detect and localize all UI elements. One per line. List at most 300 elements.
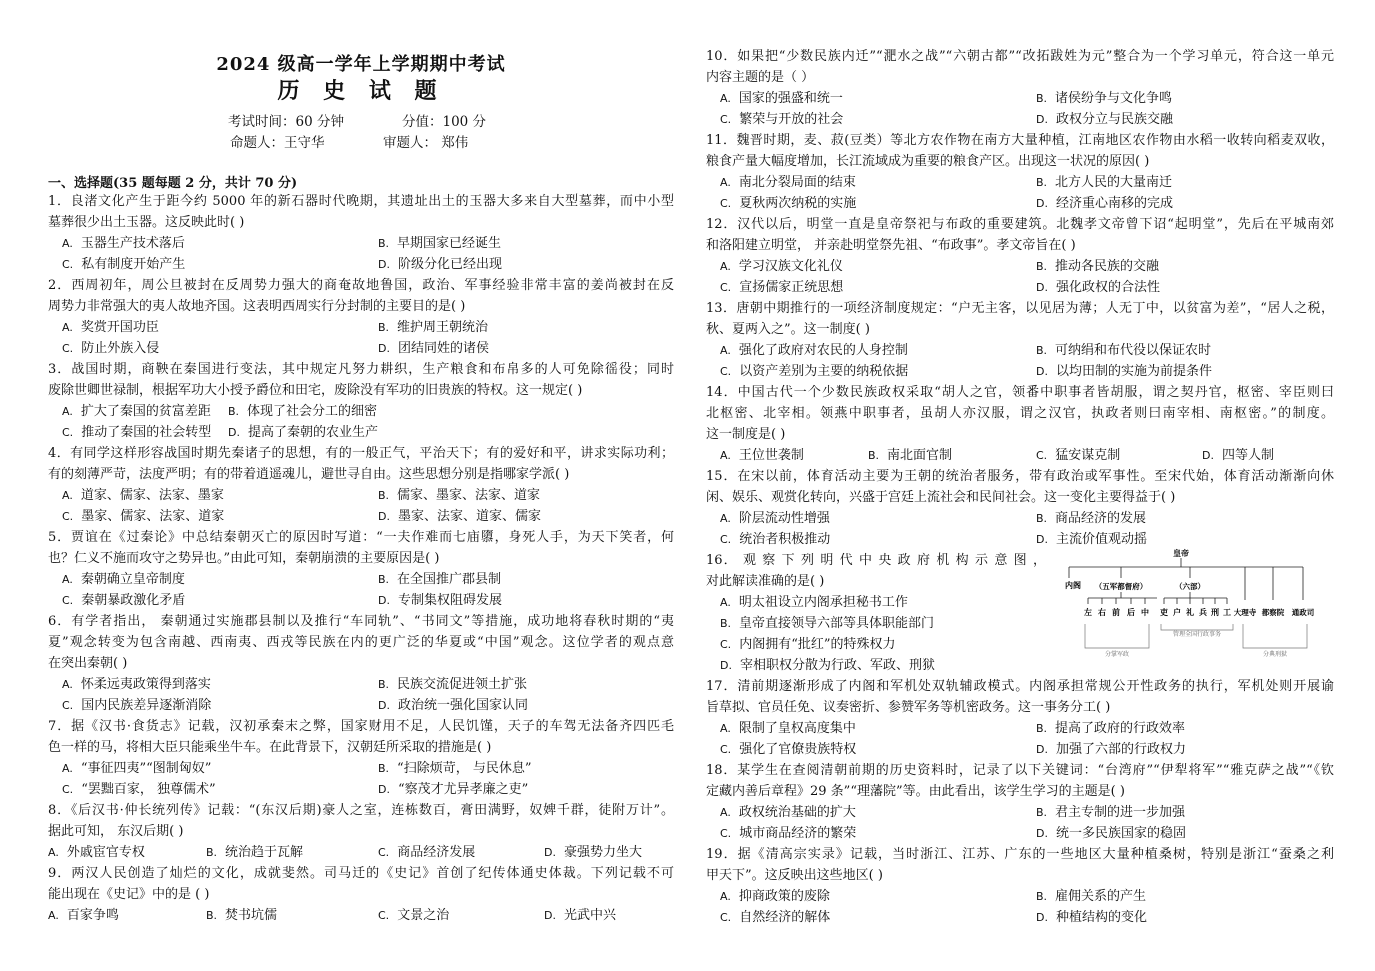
option-letter: B. xyxy=(1036,176,1048,189)
option-letter: A. xyxy=(720,890,731,903)
section-heading: 一、选择题(35 题每题 2 分，共计 70 分) xyxy=(48,176,298,191)
question-stem-line: 6．有学者指出， 秦朝通过实施郡县制以及推行“车同轨”、“书同文”等措施，成功地将春秋时期的“夷 xyxy=(48,614,674,629)
answer-option[interactable] xyxy=(720,655,935,676)
option-text: 在全国推广郡县制 xyxy=(397,572,502,587)
option-text: 焚书坑儒 xyxy=(225,908,278,923)
answer-option[interactable] xyxy=(720,823,856,844)
option-text: 国内民族差异逐渐消除 xyxy=(81,698,212,713)
option-letter: A. xyxy=(720,260,731,273)
option-letter: B. xyxy=(1036,722,1048,735)
answer-option[interactable] xyxy=(378,590,502,611)
question-stem-line: 秋、夏两入之”。这一制度( ) xyxy=(706,322,870,337)
question-stem-line: 定藏内善后章程》29 条”“理藩院”等。由此看出，该学生学习的主题是( ) xyxy=(706,784,1125,799)
answer-option[interactable] xyxy=(720,886,830,907)
answer-option[interactable] xyxy=(378,317,488,338)
question xyxy=(706,844,1334,928)
diagram-tongzhengsi: 通政司 xyxy=(1291,608,1315,617)
option-text: 宰相职权分散为行政、军政、刑狱 xyxy=(739,658,935,673)
answer-option[interactable] xyxy=(228,401,377,422)
diagram-emperor: 皇帝 xyxy=(1173,548,1189,558)
answer-option[interactable] xyxy=(206,842,303,863)
question xyxy=(48,716,674,800)
answer-option[interactable] xyxy=(62,779,216,800)
option-letter: C. xyxy=(62,258,74,271)
option-text: “罢黜百家， 独尊儒术” xyxy=(81,782,216,797)
option-letter: C. xyxy=(62,342,74,355)
option-text: 君主专制的进一步加强 xyxy=(1055,805,1186,820)
option-text: 可纳绢和布代役以保证农时 xyxy=(1055,343,1212,358)
option-letter: D. xyxy=(1036,911,1048,924)
question-stem-line: 4．有同学这样形容战国时期先秦诸子的思想，有的一般正气，平治天下；有的爱好和平，讲求实际功利； xyxy=(48,446,674,461)
option-letter: C. xyxy=(720,113,732,126)
question xyxy=(706,760,1334,844)
option-letter: D. xyxy=(1036,533,1048,546)
option-letter: A. xyxy=(720,722,731,735)
diagram-liubu-item: 吏 xyxy=(1160,607,1168,617)
option-text: 推动了秦国的社会转型 xyxy=(81,425,212,440)
diagram-svg xyxy=(1063,548,1315,660)
option-letter: B. xyxy=(1036,344,1048,357)
option-letter: A. xyxy=(720,92,731,105)
question-stem-line: 1．良渚文化产生于距今约 5000 年的新石器时代晚期，其遗址出土的玉器大多来自大型墓葬，而中小型 xyxy=(48,194,674,209)
answer-option[interactable] xyxy=(378,233,501,254)
question xyxy=(48,527,674,611)
diagram-wujun-item: 前 xyxy=(1112,607,1120,617)
answer-option[interactable] xyxy=(62,569,185,590)
answer-option[interactable] xyxy=(1036,529,1147,550)
option-text: 商品经济的发展 xyxy=(1055,511,1147,526)
answer-option[interactable] xyxy=(378,779,528,800)
answer-option[interactable] xyxy=(62,401,211,422)
question-stem-line: 据此可知， 东汉后期( ) xyxy=(48,824,184,839)
diagram-wujun-item: 右 xyxy=(1098,607,1106,617)
answer-option[interactable] xyxy=(544,905,616,926)
option-text: 阶级分化已经出现 xyxy=(397,257,502,272)
answer-option[interactable] xyxy=(720,256,843,277)
option-letter: C. xyxy=(378,909,390,922)
option-text: “事征四夷”“图制匈奴” xyxy=(80,761,212,776)
answer-option[interactable] xyxy=(720,508,830,529)
question-stem-line: 能出现在《史记》中的是 ( ) xyxy=(48,887,210,902)
answer-option[interactable] xyxy=(378,569,501,590)
question-stem-line: 2．西周初年，周公旦被封在反周势力强大的商奄故地鲁国，政治、军事经验非常丰富的姜尚被封在反 xyxy=(48,278,674,293)
question-stem-line: 和洛阳建立明堂， 并亲赴明堂祭先祖、“布政事”。孝文帝旨在( ) xyxy=(706,238,1076,253)
option-letter: A. xyxy=(720,596,731,609)
answer-option[interactable] xyxy=(720,172,856,193)
question xyxy=(48,800,674,863)
question-stem-line: 北枢密、北宰相。领燕中职事者，虽胡人亦汉服，谓之汉官，执政者则曰南宰相、南枢密。”的制度。 xyxy=(706,406,1334,421)
option-letter: D. xyxy=(378,699,390,712)
question xyxy=(48,443,674,527)
option-text: 玉器生产技术落后 xyxy=(80,236,185,251)
diagram-note-jun: 分掌军政 xyxy=(1104,651,1130,658)
option-letter: B. xyxy=(1036,92,1048,105)
option-letter: C. xyxy=(62,783,74,796)
question-stem-line: 粮食产量大幅度增加，长江流域成为重要的粮食产区。出现这一状况的原因( ) xyxy=(706,154,1150,169)
answer-option[interactable] xyxy=(1036,340,1211,361)
option-text: 体现了社会分工的细密 xyxy=(247,404,378,419)
diagram-wujun-item: 左 xyxy=(1084,607,1092,617)
answer-option[interactable] xyxy=(720,193,856,214)
option-text: 王位世袭制 xyxy=(738,448,804,463)
answer-option[interactable] xyxy=(1036,88,1172,109)
diagram-dalisi: 大理寺 xyxy=(1233,608,1257,617)
question xyxy=(48,275,674,359)
answer-option[interactable] xyxy=(378,674,527,695)
question-stem-line: 17．清前期逐渐形成了内阁和军机处双轨辅政模式。内阁承担常规公开性政务的执行，军机处则开展谕 xyxy=(706,679,1334,694)
answer-option[interactable] xyxy=(378,485,540,506)
answer-option[interactable] xyxy=(720,88,843,109)
diagram-neige: 内阁 xyxy=(1065,580,1081,590)
answer-option[interactable] xyxy=(1036,277,1160,298)
option-letter: C. xyxy=(62,699,74,712)
option-text: 种植结构的变化 xyxy=(1055,910,1147,925)
question-stem-line: 旨草拟、官员任免、议奏密折、参赞军务等机密政务。这一事务分工( ) xyxy=(706,700,1111,715)
question-stem-line: 16． 观 察 下 列 明 代 中 央 政 府 机 构 示 意 图 ， xyxy=(706,553,1046,568)
answer-option[interactable] xyxy=(48,842,145,863)
question xyxy=(706,676,1334,760)
option-letter: A. xyxy=(720,512,731,525)
question-stem-line: 周势力非常强大的夷人故地齐国。这表明西周实行分封制的主要目的是( ) xyxy=(48,299,466,314)
answer-option[interactable] xyxy=(378,758,531,779)
answer-option[interactable] xyxy=(378,842,475,863)
option-text: 四等人制 xyxy=(1221,448,1274,463)
exam-time: 考试时间：60 分钟 xyxy=(228,114,344,130)
question xyxy=(706,466,1334,550)
answer-option[interactable] xyxy=(720,634,895,655)
option-text: 光武中兴 xyxy=(563,908,616,923)
option-text: 民族交流促进领土扩张 xyxy=(397,677,528,692)
option-letter: D. xyxy=(378,783,390,796)
option-letter: D. xyxy=(378,510,390,523)
option-text: 政治统一强化国家认同 xyxy=(397,698,528,713)
question xyxy=(48,611,674,716)
option-text: 儒家、墨家、法家、道家 xyxy=(397,488,541,503)
option-letter: B. xyxy=(1036,260,1048,273)
diagram-liubu-item: 兵 xyxy=(1199,607,1207,617)
option-letter: C. xyxy=(720,638,732,651)
option-letter: A. xyxy=(48,909,59,922)
option-text: 私有制度开始产生 xyxy=(81,257,186,272)
option-letter: B. xyxy=(378,489,390,502)
question-stem-line: 内容主题的是（ ） xyxy=(706,70,815,85)
answer-option[interactable] xyxy=(1202,445,1274,466)
option-letter: B. xyxy=(1036,890,1048,903)
question xyxy=(48,359,674,443)
option-text: 豪强势力坐大 xyxy=(563,845,642,860)
option-letter: C. xyxy=(62,594,74,607)
answer-option[interactable] xyxy=(378,338,489,359)
option-text: 经济重心南移的完成 xyxy=(1055,196,1173,211)
diagram-wujun-item: 中 xyxy=(1141,607,1149,617)
diagram-liubu-item: 工 xyxy=(1223,607,1231,617)
question-stem-line: 7．据《汉书·食货志》记载，汉初承秦末之弊，国家财用不足，人民饥馑，天子的车驾无法备齐四匹毛 xyxy=(48,719,674,734)
answer-option[interactable] xyxy=(1036,508,1146,529)
option-text: 限制了皇权高度集中 xyxy=(738,721,856,736)
option-letter: D. xyxy=(544,846,556,859)
answer-option[interactable] xyxy=(720,739,856,760)
option-text: 皇帝直接领导六部等具体职能部门 xyxy=(739,616,935,631)
question xyxy=(706,298,1334,382)
diagram-wujun-item: 后 xyxy=(1127,607,1135,617)
answer-option[interactable] xyxy=(62,485,224,506)
option-letter: A. xyxy=(720,176,731,189)
option-letter: C. xyxy=(720,911,732,924)
answer-option[interactable] xyxy=(378,506,541,527)
answer-option[interactable] xyxy=(48,905,119,926)
option-text: 团结同姓的诸侯 xyxy=(397,341,489,356)
question-stem-line: 5．贾谊在《过秦论》中总结秦朝灭亡的原因时写道：“一夫作难而七庙隳，身死人手，为天下笑者，何 xyxy=(48,530,674,545)
question-stem-line: 13．唐朝中期推行的一项经济制度规定：“户无主客，以见居为薄；人无丁中，以贫富为差”，“居人之税， xyxy=(706,301,1334,316)
option-letter: D. xyxy=(378,258,390,271)
answer-option[interactable] xyxy=(720,277,843,298)
option-letter: C. xyxy=(720,281,732,294)
question-stem-line: 有的刻薄严苛，法度严明；有的带着逍遥魂儿，避世寻自由。这些思想分别是指哪家学派( ) xyxy=(48,467,570,482)
option-letter: B. xyxy=(378,678,390,691)
answer-option[interactable] xyxy=(206,905,277,926)
option-letter: C. xyxy=(378,846,390,859)
option-text: 怀柔远夷政策得到落实 xyxy=(80,677,211,692)
option-text: 夏秋两次纳税的实施 xyxy=(739,196,857,211)
question-stem-line: 这一制度是( ) xyxy=(706,427,786,442)
option-letter: B. xyxy=(206,846,218,859)
option-text: 防止外族入侵 xyxy=(81,341,160,356)
option-text: 统治者积极推动 xyxy=(739,532,831,547)
answer-option[interactable] xyxy=(720,109,843,130)
option-text: 政权统治基础的扩大 xyxy=(738,805,856,820)
option-letter: A. xyxy=(720,806,731,819)
answer-option[interactable] xyxy=(1036,256,1159,277)
question xyxy=(706,214,1334,298)
question-stem-line: 墓葬很少出土玉器。这反映此时( ) xyxy=(48,215,245,230)
option-text: 专制集权阻碍发展 xyxy=(397,593,502,608)
option-text: 国家的强盛和统一 xyxy=(738,91,843,106)
option-letter: A. xyxy=(62,678,73,691)
question-stem-line: 3．战国时期，商鞅在秦国进行变法，其中规定凡努力耕织，生产粮食和布帛多的人可免除徭役；同时 xyxy=(48,362,674,377)
option-text: 推动各民族的交融 xyxy=(1055,259,1160,274)
option-letter: C. xyxy=(62,510,74,523)
option-letter: D. xyxy=(1036,197,1048,210)
question-stem-line: 在突出秦朝( ) xyxy=(48,656,128,671)
option-letter: B. xyxy=(1036,512,1048,525)
option-text: 内阁拥有“批红”的特殊权力 xyxy=(739,637,896,652)
option-text: 南北面官制 xyxy=(887,448,953,463)
diagram-duchayuan: 都察院 xyxy=(1261,608,1285,617)
answer-option[interactable] xyxy=(720,802,856,823)
option-text: 百家争鸣 xyxy=(66,908,119,923)
question-stem-line: 也？仁义不施而攻守之势异也。”由此可知，秦朝崩溃的主要原因是( ) xyxy=(48,551,440,566)
answer-option[interactable] xyxy=(62,254,185,275)
option-letter: C. xyxy=(720,827,732,840)
option-text: 强化了官僚贵族特权 xyxy=(739,742,857,757)
question-stem-line: 15．在宋以前，体育活动主要为王朝的统治者服务，带有政治或军事性。至宋代始，体育活动渐渐向休 xyxy=(706,469,1334,484)
answer-option[interactable] xyxy=(378,905,449,926)
answer-option[interactable] xyxy=(62,317,159,338)
option-text: 道家、儒家、法家、墨家 xyxy=(80,488,224,503)
answer-option[interactable] xyxy=(62,422,211,443)
question-stem-line: 19．据《清高宗实录》记载，当时浙江、江苏、广东的一些地区大量种植桑树，特别是浙江“蚕桑之利 xyxy=(706,847,1334,862)
answer-option[interactable] xyxy=(1036,445,1120,466)
exam-score: 分值：100 分 xyxy=(402,114,487,130)
diagram-note-xing: 分典刑狱 xyxy=(1262,651,1288,658)
answer-option[interactable] xyxy=(62,338,159,359)
diagram-other-orgs xyxy=(1234,607,1315,617)
option-letter: B. xyxy=(378,237,390,250)
option-text: 统治趋于瓦解 xyxy=(225,845,304,860)
answer-option[interactable] xyxy=(720,529,830,550)
question-stem-line: 对此解读准确的是( ) xyxy=(706,574,825,589)
diagram-wujun-items xyxy=(1084,607,1149,617)
answer-option[interactable] xyxy=(62,233,185,254)
option-letter: B. xyxy=(206,909,218,922)
option-text: 南北分裂局面的结束 xyxy=(738,175,856,190)
question-stem-line: 夏”观念转变为包含南越、西南夷、西戎等民族在内的更广泛的华夏或“中国”观念。这位学者的观点意 xyxy=(48,635,674,650)
option-text: 以资产差别为主要的纳税依据 xyxy=(739,364,909,379)
question-stem-line: 10．如果把“少数民族内迁”“淝水之战”“六朝古都”“改拓跋姓为元”整合为一个学习单元，符合这一单元 xyxy=(706,49,1334,64)
option-letter: B. xyxy=(1036,806,1048,819)
option-letter: A. xyxy=(62,237,73,250)
diagram-liubu-item: 刑 xyxy=(1211,607,1219,617)
answer-option[interactable] xyxy=(720,718,856,739)
option-text: 主流价值观动摇 xyxy=(1055,532,1147,547)
answer-option[interactable] xyxy=(228,422,378,443)
option-letter: D. xyxy=(1036,281,1048,294)
question-stem-line: 甲天下”。这反映出这些地区( ) xyxy=(706,868,883,883)
answer-option[interactable] xyxy=(62,590,185,611)
answer-option[interactable] xyxy=(868,445,952,466)
answer-option[interactable] xyxy=(720,592,908,613)
option-text: 雇佣关系的产生 xyxy=(1055,889,1147,904)
diagram-liubu-item: 户 xyxy=(1173,607,1181,617)
option-text: 墨家、儒家、法家、道家 xyxy=(81,509,225,524)
option-letter: D. xyxy=(378,342,390,355)
diagram-liubu-item: 礼 xyxy=(1186,607,1194,617)
option-letter: A. xyxy=(62,405,73,418)
option-text: 加强了六部的行政权力 xyxy=(1055,742,1186,757)
question xyxy=(706,382,1334,466)
option-letter: A. xyxy=(48,846,59,859)
option-text: 提高了政府的行政效率 xyxy=(1055,721,1186,736)
answer-option[interactable] xyxy=(1036,802,1185,823)
option-text: “扫除烦苛， 与民休息” xyxy=(397,761,532,776)
option-letter: D. xyxy=(720,659,732,672)
option-text: 扩大了秦国的贫富差距 xyxy=(80,404,211,419)
option-text: 秦朝暴政激化矛盾 xyxy=(81,593,186,608)
option-letter: D. xyxy=(378,594,390,607)
answer-option[interactable] xyxy=(1036,886,1146,907)
option-text: 提高了秦朝的农业生产 xyxy=(247,425,378,440)
subject-title: 历 史 试 题 xyxy=(277,78,445,104)
answer-option[interactable] xyxy=(544,842,642,863)
option-text: 奖赏开国功臣 xyxy=(80,320,159,335)
question-stem-line: 9．两汉人民创造了灿烂的文化，成就斐然。司马迁的《史记》首创了纪传体通史体裁。下列记载不可 xyxy=(48,866,674,881)
answer-option[interactable] xyxy=(1036,739,1186,760)
exam-title: 2024 级高一学年上学期期中考试 xyxy=(216,54,506,75)
option-text: 政权分立与民族交融 xyxy=(1055,112,1173,127)
question-stem-line: 色一样的马，将相大臣只能乘坐牛车。在此背景下，汉朝廷所采取的措施是( ) xyxy=(48,740,492,755)
option-letter: B. xyxy=(378,573,390,586)
answer-option[interactable] xyxy=(720,361,908,382)
option-text: 自然经济的解体 xyxy=(739,910,831,925)
answer-option[interactable] xyxy=(1036,193,1173,214)
option-text: 明太祖设立内阁承担秘书工作 xyxy=(738,595,908,610)
option-text: 维护周王朝统治 xyxy=(397,320,489,335)
option-text: 外戚宦官专权 xyxy=(66,845,145,860)
answer-option[interactable] xyxy=(720,445,804,466)
option-letter: C. xyxy=(1036,449,1048,462)
option-text: 强化了政府对农民的人身控制 xyxy=(738,343,908,358)
option-text: 城市商品经济的繁荣 xyxy=(739,826,857,841)
option-letter: D. xyxy=(1036,827,1048,840)
exam-reviewer: 审题人： 郑伟 xyxy=(383,135,469,151)
option-letter: A. xyxy=(720,449,731,462)
question xyxy=(706,130,1334,214)
answer-option[interactable] xyxy=(62,506,224,527)
option-letter: C. xyxy=(62,426,74,439)
option-letter: C. xyxy=(720,197,732,210)
option-letter: B. xyxy=(228,405,240,418)
question-stem-line: 14．中国古代一个少数民族政权采取“胡人之官，领番中职事者皆胡服，谓之契丹官，枢密、宰臣则曰 xyxy=(706,385,1334,400)
answer-option[interactable] xyxy=(1036,361,1212,382)
answer-option[interactable] xyxy=(62,758,211,779)
answer-option[interactable] xyxy=(1036,718,1185,739)
option-letter: B. xyxy=(378,321,390,334)
answer-option[interactable] xyxy=(378,254,502,275)
option-text: 繁荣与开放的社会 xyxy=(739,112,844,127)
answer-option[interactable] xyxy=(720,907,830,928)
answer-option[interactable] xyxy=(378,695,528,716)
option-letter: D. xyxy=(1036,743,1048,756)
option-text: 强化政权的合法性 xyxy=(1055,280,1160,295)
answer-option[interactable] xyxy=(1036,823,1186,844)
exam-author: 命题人：王守华 xyxy=(230,135,325,151)
option-text: 统一多民族国家的稳固 xyxy=(1055,826,1186,841)
answer-option[interactable] xyxy=(1036,109,1173,130)
option-letter: C. xyxy=(720,365,732,378)
question-stem-line: 12．汉代以后，明堂一直是皇帝祭祀与布政的重要建筑。北魏孝文帝曾下诏“起明堂”，先后在平城南郊 xyxy=(706,217,1334,232)
answer-option[interactable] xyxy=(720,340,908,361)
question xyxy=(48,863,674,926)
diagram-liubu: （六部） xyxy=(1175,582,1205,591)
option-letter: D. xyxy=(1036,113,1048,126)
option-text: 早期国家已经诞生 xyxy=(397,236,502,251)
answer-option[interactable] xyxy=(62,695,211,716)
option-letter: D. xyxy=(1036,365,1048,378)
option-letter: D. xyxy=(1202,449,1214,462)
question-stem-line: 11．魏晋时期，麦、菽(豆类）等北方农作物在南方大量种植，江南地区农作物由水稻一收转向稻麦双收， xyxy=(706,133,1334,148)
question xyxy=(48,191,674,275)
option-letter: D. xyxy=(544,909,556,922)
option-letter: D. xyxy=(228,426,240,439)
question xyxy=(706,46,1334,130)
option-text: “察茂才尤异孝廉之吏” xyxy=(397,782,529,797)
option-text: 阶层流动性增强 xyxy=(738,511,830,526)
left-column xyxy=(48,0,674,971)
question-stem-line: 闲、娱乐、观赏化转向，兴盛于宫廷上流社会和民间社会。这一变化主要得益于( ) xyxy=(706,490,1176,505)
option-text: 以均田制的实施为前提条件 xyxy=(1055,364,1212,379)
answer-option[interactable] xyxy=(720,613,934,634)
option-letter: A. xyxy=(62,573,73,586)
answer-option[interactable] xyxy=(62,674,211,695)
option-letter: B. xyxy=(378,762,390,775)
answer-option[interactable] xyxy=(1036,172,1172,193)
option-text: 北方人民的大量南迁 xyxy=(1055,175,1173,190)
option-text: 猛安谋克制 xyxy=(1055,448,1121,463)
option-letter: B. xyxy=(868,449,880,462)
option-letter: A. xyxy=(62,321,73,334)
answer-option[interactable] xyxy=(1036,907,1147,928)
right-column xyxy=(706,0,1334,971)
